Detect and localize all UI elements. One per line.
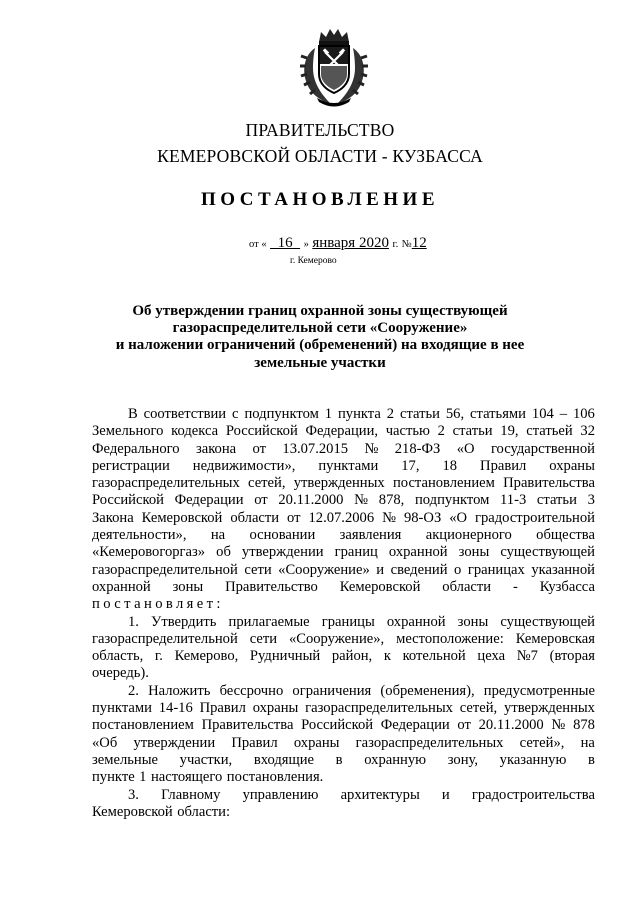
body-word: регистрации (92, 457, 170, 474)
body-word: статьи (399, 406, 440, 422)
body-word: охранной (388, 544, 448, 561)
body-word: недвижимости», (192, 457, 296, 474)
decree-number: 12 (411, 235, 427, 251)
body-word: акционерного (425, 527, 512, 544)
body-word: охраны (252, 700, 299, 717)
body-word: на (210, 527, 226, 544)
body-word: сетей, (248, 475, 286, 492)
body-word: местоположение: (396, 630, 504, 647)
body-word: области (442, 578, 492, 595)
body-line (92, 510, 595, 527)
body-word: градостроительства (471, 786, 595, 803)
government-name-line-1: ПРАВИТЕЛЬСТВО (245, 120, 395, 140)
body-word: подпунктом (244, 406, 319, 422)
body-word: пункте (92, 769, 135, 786)
body-word: закона (195, 440, 237, 457)
body-word: 14-16 (158, 700, 193, 717)
body-word: деятельности», (92, 527, 187, 544)
body-line (92, 648, 595, 665)
body-word: границ (334, 544, 378, 561)
body-word: области (230, 509, 280, 526)
body-word: пунктами (92, 700, 152, 717)
body-word: утвержденных (504, 700, 595, 717)
body-line (92, 423, 595, 440)
body-word: 3. (128, 786, 139, 803)
body-word: указанную (499, 751, 567, 768)
decree-body (92, 406, 595, 821)
body-word: входящие (253, 751, 315, 768)
body-word: Земельного (92, 423, 164, 440)
body-word: (обременения), (380, 682, 475, 699)
body-word: 19, (500, 423, 519, 440)
body-line (92, 665, 595, 682)
body-word: предусмотренные (483, 682, 595, 699)
body-word: Правил (480, 457, 527, 474)
body-word: 218-ФЗ (394, 440, 441, 457)
body-word: 17, (401, 457, 420, 474)
body-word: газораспределительной (92, 630, 238, 647)
body-line (92, 631, 595, 648)
body-line (92, 787, 595, 804)
body-word: № (354, 492, 369, 509)
body-word: 56, (445, 406, 465, 422)
body-word: от (457, 717, 471, 734)
body-word: Кемеровской (339, 578, 421, 595)
body-word: «Об (92, 734, 118, 751)
body-word: ограничения (292, 682, 372, 699)
body-word: Правительства (503, 475, 595, 492)
body-word: 18 (442, 457, 458, 474)
body-word: Кемерово, (174, 648, 239, 665)
body-word: 2 (386, 406, 395, 422)
body-word: Федерации (174, 492, 244, 509)
body-word: утверждении (241, 544, 324, 561)
body-line (92, 527, 595, 544)
body-word: зоны (458, 544, 490, 561)
body-word: 1 (324, 406, 333, 422)
body-word: котельной (402, 648, 466, 665)
body-line (92, 614, 595, 631)
body-word: № (551, 717, 566, 734)
body-line (92, 406, 595, 423)
body-word: статьи (452, 423, 493, 440)
body-line (92, 804, 595, 821)
body-word: Правительства (201, 717, 294, 734)
body-word: 20.11.2000 (278, 492, 344, 509)
body-word: государственной (490, 440, 595, 457)
body-word: к (383, 648, 391, 665)
body-word: г. (154, 648, 163, 665)
body-word: Главному (161, 786, 221, 803)
body-word: от (287, 509, 301, 526)
body-word: 2 (437, 423, 445, 440)
body-line (92, 579, 595, 596)
body-line (92, 441, 595, 458)
body-word: в (335, 751, 343, 768)
body-line (92, 492, 595, 509)
government-name-line-2: КЕМЕРОВСКОЙ ОБЛАСТИ - КУЗБАССА (157, 146, 483, 166)
date-mid: » (303, 239, 309, 250)
body-word: настоящего (150, 769, 223, 786)
body-word: газораспределительной (92, 561, 238, 578)
body-line (92, 475, 595, 492)
body-word: 13.07.2015 (282, 440, 349, 457)
decree-subject (0, 303, 640, 372)
body-word: Правил (231, 734, 278, 751)
body-line (92, 735, 595, 752)
body-word: охранную (364, 751, 427, 768)
body-word: на (580, 734, 595, 751)
body-line (92, 544, 595, 561)
body-word: основании (249, 527, 316, 544)
body-word: охранной (386, 613, 446, 630)
body-word: указанной (531, 561, 595, 578)
subject-line: земельные участки (254, 354, 386, 371)
body-word: Правил (199, 700, 246, 717)
body-word: земельные (92, 751, 158, 768)
date-year-suffix: г. (392, 239, 399, 250)
body-word: «Кемеровогоргаз» (92, 544, 206, 561)
body-word: охранной (92, 578, 151, 595)
body-word: «О (456, 440, 475, 457)
body-word: частью (385, 423, 430, 440)
body-word: 20.11.2000 (478, 717, 544, 734)
body-word: газораспределительных (92, 475, 240, 492)
body-word: границах (467, 561, 525, 578)
body-word: Российской (92, 492, 164, 509)
body-word: о (454, 561, 462, 578)
body-word: утверждении (133, 734, 216, 751)
body-word: зоны (457, 613, 489, 630)
body-word: «Сооружение», (288, 630, 385, 647)
body-word: 104 (531, 406, 554, 422)
body-word: 106 (572, 406, 595, 422)
body-word: В (128, 406, 138, 422)
body-word: статьей (526, 423, 573, 440)
body-line (92, 562, 595, 579)
body-word: Утвердить (151, 613, 217, 630)
body-word: существующей (500, 544, 595, 561)
body-word: сети (244, 561, 272, 578)
body-word: постановляет: (92, 596, 224, 613)
body-word: Кемеровской (141, 509, 223, 526)
body-word: статьи (536, 492, 577, 509)
body-word: статьями (470, 406, 526, 422)
body-word: пункта (337, 406, 381, 422)
body-line (92, 717, 595, 734)
body-word: Федерации (380, 717, 450, 734)
body-word: постановлением (392, 475, 495, 492)
body-word: Кемеровской (92, 803, 173, 820)
body-word: – (559, 406, 568, 422)
body-word: №7 (516, 648, 538, 665)
body-word: от (252, 440, 267, 457)
body-word: в (588, 751, 595, 768)
body-word: и (376, 561, 385, 578)
body-word: и (441, 786, 450, 803)
body-word: участки, (179, 751, 233, 768)
body-word: градостроительной (474, 509, 595, 526)
number-label: № (401, 239, 412, 250)
body-word: 3 (587, 492, 595, 509)
body-word: область, (92, 648, 144, 665)
body-word: 2. (128, 682, 139, 699)
body-word: Федерации, (305, 423, 379, 440)
body-word: Кемеровская (515, 630, 595, 647)
body-word: от (254, 492, 268, 509)
body-word: Наложить (148, 682, 211, 699)
body-word: подпунктом (414, 492, 490, 509)
body-word: газораспределительных (355, 734, 504, 751)
body-line (92, 700, 595, 717)
body-word: - (512, 578, 518, 595)
decree-dateline (249, 235, 427, 252)
body-word: охраны (549, 457, 595, 474)
body-word: существующей (500, 613, 595, 630)
body-word: об (216, 544, 231, 561)
subject-line: Об утверждении границ охранной зоны существующей (132, 303, 508, 319)
body-word: утвержденных (293, 475, 385, 492)
body-word: постановлением (92, 717, 194, 734)
body-word: прилагаемые (228, 613, 310, 630)
body-word: № (382, 509, 397, 526)
decree-title: ПОСТАНОВЛЕНИЕ (200, 189, 440, 210)
body-word: кодекса (171, 423, 219, 440)
body-word: пунктами (318, 457, 379, 474)
body-word: 1. (128, 613, 139, 630)
body-line (92, 683, 595, 700)
body-word: границы (321, 613, 375, 630)
body-line (92, 596, 595, 613)
body-word: Федерального (92, 440, 180, 457)
body-word: бессрочно (219, 682, 284, 699)
body-word: Российской (301, 717, 374, 734)
body-word: газораспределительных (305, 700, 453, 717)
body-word: Рудничный (249, 648, 321, 665)
body-word: 11-3 (500, 492, 527, 509)
body-word: 12.07.2006 (308, 509, 375, 526)
body-line (92, 458, 595, 475)
date-day: 16 (277, 235, 293, 251)
body-word: 98-ОЗ (403, 509, 442, 526)
city-name: г. Кемерово (290, 256, 337, 266)
body-word: с (232, 406, 239, 422)
body-word: сетей, (459, 700, 498, 717)
subject-line: и наложении ограничений (обременений) на входящие в нее (115, 337, 525, 354)
body-word: области: (177, 803, 231, 820)
coat-of-arms-icon (297, 22, 371, 108)
body-word: (вторая (549, 648, 595, 665)
body-word: общества (536, 527, 595, 544)
body-word: Правительство (225, 578, 318, 595)
body-word: «О (449, 509, 468, 526)
body-word: соответствии (143, 406, 227, 422)
subject-line: газораспределительной сети «Сооружение» (172, 320, 468, 337)
body-word: зону, (447, 751, 478, 768)
body-word: цеха (477, 648, 506, 665)
body-word: Кузбасса (539, 578, 595, 595)
body-word: зоны (172, 578, 204, 595)
body-word: Закона (92, 509, 134, 526)
body-word: Российской (225, 423, 298, 440)
body-word: сетей», (519, 734, 565, 751)
body-line (92, 752, 595, 769)
body-word: 32 (580, 423, 595, 440)
body-word: заявления (339, 527, 402, 544)
body-word: «Сооружение» (278, 561, 370, 578)
body-word: 878, (378, 492, 405, 509)
body-word: 1 (139, 769, 147, 786)
body-word: постановления. (226, 769, 324, 786)
body-word: управлению (242, 786, 319, 803)
body-word: очередь). (92, 665, 149, 682)
body-word: № (364, 440, 379, 457)
body-word: охраны (293, 734, 340, 751)
body-line (92, 769, 595, 786)
body-word: сведений (390, 561, 448, 578)
body-word: 878 (573, 717, 595, 734)
body-word: сети (249, 630, 278, 647)
date-prefix: от « (249, 239, 267, 250)
date-month-year: января 2020 (312, 235, 389, 251)
body-word: район, (331, 648, 373, 665)
body-word: архитектуры (340, 786, 420, 803)
